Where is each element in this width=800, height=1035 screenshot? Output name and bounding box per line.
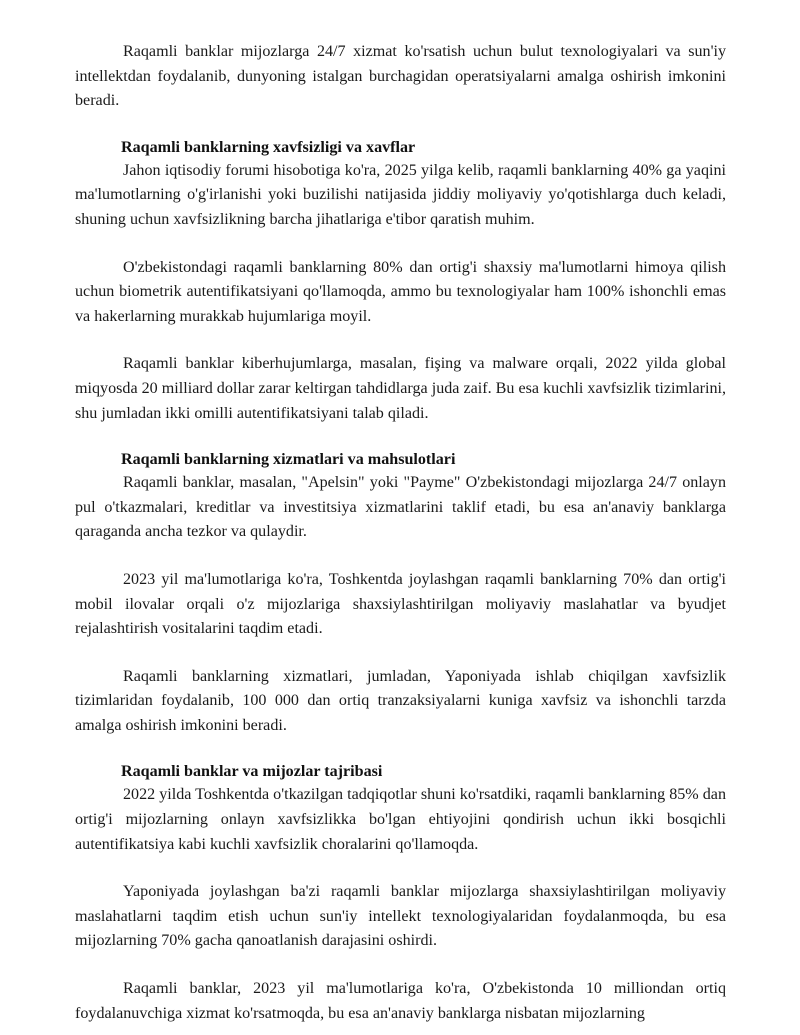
document-page bbox=[75, 40, 726, 1026]
paragraph-biometric: O'zbekistondagi raqamli banklarning 80% dan ortig'i shaxsiy ma'lumotlarni himoya qilish uchun biometrik autentifikatsiyani qo'llamoqda, ammo bu texnologiyalar ham 100% ishonchli emas va hakerlarning murakkab hujumlariga moyil. bbox=[75, 258, 726, 325]
section-heading-customer-experience: Raqamli banklar va mijozlar tajribasi bbox=[121, 763, 383, 781]
paragraph-tashkent-study: 2022 yilda Toshkentda o'tkazilgan tadqiqotlar shuni ko'rsatdiki, raqamli banklarning 85% dan ortig'i mijozlarning onlayn xavfsizlikka bo'lgan ehtiyojini qondirish uchun ikki bosqichli autentifikatsiya kabi kuchli xavfsizlik choralarini qo'llamoqda. bbox=[75, 786, 726, 853]
section-heading-services: Raqamli banklarning xizmatlari va mahsulotlari bbox=[121, 451, 456, 469]
paragraph-users-count: Raqamli banklar, 2023 yil ma'lumotlariga ko'ra, O'zbekistonda 10 milliondan ortiq foydalanuvchiga xizmat ko'rsatmoqda, bu esa an'anaviy banklarga nisbatan mijozlarning bbox=[75, 980, 726, 1022]
paragraph-cyberattacks: Raqamli banklar kiberhujumlarga, masalan, fişing va malware orqali, 2022 yilda global miqyosda 20 milliard dollar zarar keltirgan tahdidlarga juda zaif. Bu esa kuchli xavfsizlik tizimlarini, shu jumladan ikki omilli autentifikatsiyani talab qiladi. bbox=[75, 355, 726, 422]
paragraph-japan-security: Raqamli banklarning xizmatlari, jumladan, Yaponiyada ishlab chiqilgan xavfsizlik tizimlaridan foydalanib, 100 000 dan ortiq tranzaksiyalarni kuniga xavfsiz va ishonchli tarzda amalga oshirish imkonini beradi. bbox=[75, 667, 726, 734]
paragraph-mobile-apps: 2023 yil ma'lumotlariga ko'ra, Toshkentda joylashgan raqamli banklarning 70% dan ortig'i mobil ilovalar orqali o'z mijozlariga shaxsiylashtirilgan moliyaviy maslahatlar va byudjet rejalashtirish vositalarini taqdim etadi. bbox=[75, 570, 726, 638]
paragraph-apelsin-payme: Raqamli banklar, masalan, "Apelsin" yoki "Payme" O'zbekistondagi mijozlarga 24/7 onlayn pul o'tkazmalari, kreditlar va investitsiya xizmatlarini taklif etadi, bu esa an'anaviy banklarga qaraganda ancha tezkor va qulaydir. bbox=[75, 474, 726, 541]
paragraph-intro: Raqamli banklar mijozlarga 24/7 xizmat ko'rsatish uchun bulut texnologiyalari va sun'iy intellektdan foydalanib, dunyoning istalgan burchagidan operatsiyalarni amalga oshirish imkonini beradi. bbox=[75, 43, 726, 110]
paragraph-wef-report: Jahon iqtisodiy forumi hisobotiga ko'ra, 2025 yilga kelib, raqamli banklarning 40% ga yaqini ma'lumotlarning o'g'irlanishi yoki buzilishi natijasida jiddiy moliyaviy yo'qotishlarga duch keladi, shuning uchun xavfsizlikning barcha jihatlariga e'tibor qaratish muhim. bbox=[75, 161, 726, 228]
section-heading-security: Raqamli banklarning xavfsizligi va xavflar bbox=[121, 138, 416, 156]
paragraph-japan-ai: Yaponiyada joylashgan ba'zi raqamli banklar mijozlarga shaxsiylashtirilgan moliyaviy maslahatlarni taqdim etish uchun sun'iy intellekt texnologiyalaridan foydalanmoqda, bu esa mijozlarning 70% gacha qanoatlanish darajasini oshirdi. bbox=[75, 883, 726, 950]
